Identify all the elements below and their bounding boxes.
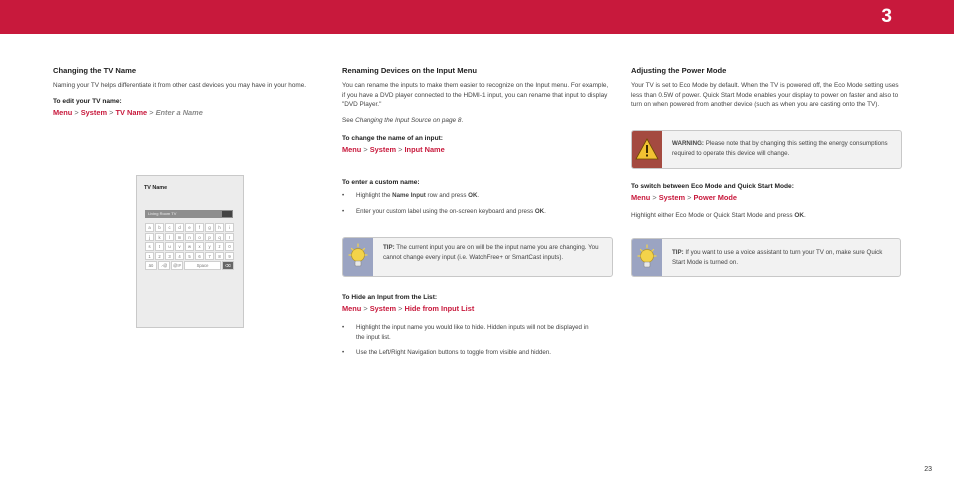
path-separator: > [149,107,154,117]
input-name-menu-path [342,145,612,154]
keyboard-key: 8 [215,252,224,261]
tip-text-input [383,243,604,262]
tip-label: TIP: [672,249,684,256]
warning-text [672,139,893,158]
power-mode-section [631,66,901,110]
page-number: 23 [924,466,932,473]
keyboard-row [145,233,234,242]
keyboard-key: 1 [145,252,154,261]
keyboard-key: g [205,223,214,232]
tv-name-subheading: To edit your TV name: [53,97,122,105]
tv-screen-title: TV Name [144,185,168,191]
keyboard-row [145,252,234,261]
keyboard-key: 5 [185,252,194,261]
tip-label: TIP: [383,244,395,251]
path-separator: > [652,193,657,202]
hide-input-menu-path [342,304,612,313]
keyboard-key: 6 [195,252,204,261]
keyboard-key: b [155,223,164,232]
input-rename-section [342,66,612,216]
step-text: Enter your custom label using the on-screen keyboard and press [356,207,535,215]
warning-icon [632,131,662,168]
instruction-text: . [804,212,806,219]
keyboard-row [145,261,234,270]
keyboard-key: w [185,242,194,251]
step-text: . [477,192,480,199]
warning-label: WARNING: [672,140,704,147]
keyboard-key: r [225,233,234,242]
keyboard-key: l [165,233,174,242]
path-separator: > [363,304,368,313]
keyboard-key: q [215,233,224,242]
path-separator: > [398,304,403,313]
path-system: System [658,193,686,202]
tip-callout-input [342,237,613,277]
lightbulb-icon [343,238,373,276]
clear-icon [222,211,232,217]
keyboard-space-key: Space [184,261,221,270]
switch-mode-instruction [631,211,901,221]
keyboard-key: 7 [205,252,214,261]
warning-body: Please note that by changing this setting the energy consumptions required to operate this device will change. [672,140,888,157]
path-separator: > [687,193,692,202]
tip-body: If you want to use a voice assistant to turn your TV on, make sure Quick Start Mode is turned on. [672,249,883,266]
chapter-number: 3 [881,6,892,27]
path-menu: Menu [631,193,651,202]
custom-name-steps [342,191,612,216]
instruction-bold: OK [794,212,804,219]
path-separator: > [398,145,403,154]
path-hide-from-input-list: Hide from Input List [404,304,475,313]
input-rename-heading: Renaming Devices on the Input Menu [342,66,478,75]
tv-name-input-value: Living Room TV [148,211,177,216]
step-text: Highlight the [356,192,393,199]
path-separator: > [74,107,79,117]
chapter-header-bar [0,0,954,34]
keyboard-key: m [175,233,184,242]
keyboard-key: y [205,242,214,251]
keyboard-key: @!# [171,261,183,270]
keyboard-key: n [185,233,194,242]
keyboard-row [145,223,234,232]
path-power-mode: Power Mode [693,193,738,202]
change-input-name-subheading: To change the name of an input: [342,135,443,142]
keyboard-key: h [215,223,224,232]
hide-input-section [342,294,612,358]
tv-name-menu-path [53,108,311,117]
keyboard-key: j [145,233,154,242]
path-enter-a-name: Enter a Name [155,107,203,117]
keyboard-key: p [205,233,214,242]
keyboard-key: t [155,242,164,251]
power-mode-body: Your TV is set to Eco Mode by default. When the TV is powered off, the Eco Mode setting uses less than 0.5W of power. Quick Start Mode enables your display to power on faster and also to turn on when powered from another device (such as when you are casting onto the TV). [631,82,899,108]
input-rename-body: You can rename the inputs to make them easier to recognize on the Input menu. For example, if you have a DVD player connected to the HDMI-1 input, you can rename that input to display "DVD Player." [342,82,609,108]
path-separator: > [109,107,114,117]
backspace-icon: ⌫ [222,261,234,270]
path-input-name: Input Name [404,145,445,154]
path-system: System [80,107,108,117]
keyboard-key: e [185,223,194,232]
lightbulb-icon [632,239,662,276]
keyboard-key: o [195,233,204,242]
path-system: System [369,145,397,154]
step-bold: Name Input [392,192,426,199]
keyboard-key: z [215,242,224,251]
keyboard-key: 0 [225,242,234,251]
path-tv-name: TV Name [115,107,148,117]
keyboard-key: .-@ [158,261,170,270]
keyboard-key: 2 [155,252,164,261]
tip-body: The current input you are on will be the input name you are changing. You cannot change every input (i.e. WatchFree+ or SmartCast inputs). [383,244,599,261]
instruction-text: Highlight either Eco Mode or Quick Start Mode and press [631,212,795,219]
keyboard-row [145,242,234,251]
see-prefix: See [342,116,356,124]
switch-mode-subheading: To switch between Eco Mode and Quick Start Mode: [631,183,794,190]
keyboard-key: k [155,233,164,242]
tv-name-input-field [145,210,233,218]
keyboard-key: u [165,242,174,251]
list-item [342,207,612,217]
switch-mode-section [631,183,901,221]
keyboard-key: c [165,223,174,232]
warning-callout [631,130,902,169]
keyboard-key: 9 [225,252,234,261]
path-menu: Menu [342,145,362,154]
keyboard-key: 4 [175,252,184,261]
tip-callout-power [631,238,901,277]
keyboard-key: s [145,242,154,251]
list-item [342,191,612,201]
power-mode-menu-path [631,193,901,202]
keyboard-key: f [195,223,204,232]
see-reference [342,116,612,126]
keyboard-key: v [175,242,184,251]
keyboard-key: x [195,242,204,251]
power-mode-heading: Adjusting the Power Mode [631,66,727,75]
keyboard-key: d [175,223,184,232]
hide-input-steps [342,323,612,358]
keyboard-key: 3 [165,252,174,261]
tv-name-body: Naming your TV helps differentiate it from other cast devices you may have in your home. [53,82,307,89]
tv-name-heading: Changing the TV Name [53,66,137,75]
path-separator: > [363,145,368,154]
list-item: • Use the Left/Right Navigation buttons to toggle from visible and hidden. [342,348,612,358]
keyboard-key: a [145,223,154,232]
tip-text-power [672,248,892,267]
tv-name-screen-illustration [136,175,244,328]
on-screen-keyboard [145,223,234,271]
list-item: • Highlight the input name you would like to hide. Hidden inputs will not be displayed in the input list. [342,323,612,342]
keyboard-key: äö [145,261,157,270]
tv-name-section [53,66,311,117]
see-link[interactable]: Changing the Input Source on page 8 [355,116,462,124]
path-menu: Menu [342,304,362,313]
keyboard-key: i [225,223,234,232]
step-bold: OK [534,207,545,215]
step-text: . [544,207,546,215]
hide-input-subheading: To Hide an Input from the List: [342,294,438,301]
custom-name-subheading: To enter a custom name: [342,179,420,186]
path-menu: Menu [53,107,73,117]
see-suffix: . [461,116,464,124]
step-text: row and press [425,192,469,199]
path-system: System [369,304,397,313]
step-bold: OK [468,192,478,199]
